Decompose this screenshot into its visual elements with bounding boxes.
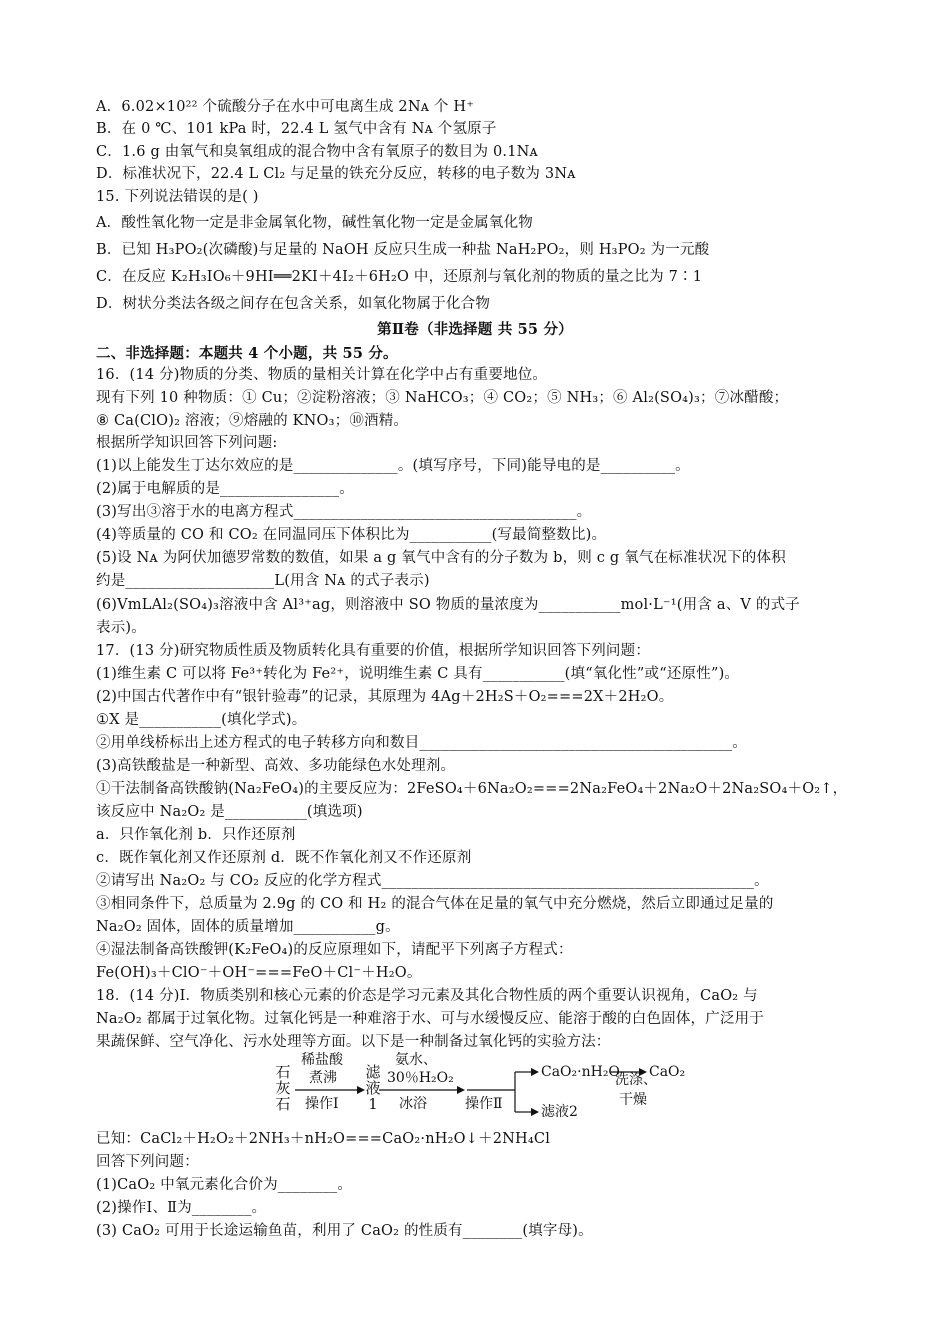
q18-intro-3: 果蔬保鲜、空气净化、污水处理等方面。以下是一种制备过氧化钙的实验方法： xyxy=(96,1034,611,1050)
q17-part3: (3)高铁酸盐是一种新型、高效、多功能绿色水处理剂。 xyxy=(96,758,456,774)
q16-part1: (1)以上能发生丁达尔效应的是______________。(填写序号，下同)能导电的是__________。 xyxy=(96,458,690,474)
option-14c: C．1.6 g 由氧气和臭氧组成的混合物中含有氧原子的数目为 0.1Nᴀ xyxy=(96,144,538,160)
option-15d: D．树状分类法各级之间存在包含关系，如氧化物属于化合物 xyxy=(96,296,491,312)
q17-options-ab: a．只作氧化剂 b．只作还原剂 xyxy=(96,827,296,843)
q18-prompt: 回答下列问题： xyxy=(96,1154,199,1170)
q16-part2: (2)属于电解质的是________________。 xyxy=(96,481,354,497)
q17-part3-1: ①干法制备高铁酸钠(Na₂FeO₄)的主要反应为：2FeSO₄＋6Na₂O₂===2Na₂FeO₄＋2Na₂O＋2Na₂SO₄＋O₂↑， xyxy=(96,781,848,797)
step-dry: 干燥 xyxy=(619,1092,647,1108)
q18-part3: (3) CaO₂ 可用于长途运输鱼苗，利用了 CaO₂ 的性质有________(填字母)。 xyxy=(96,1223,593,1239)
q17-part2: (2)中国古代著作中有“银针验毒”的记录，其原理为 4Ag＋2H₂S＋O₂===2X＋2H₂O。 xyxy=(96,689,674,705)
q16-prompt: 根据所学知识回答下列问题: xyxy=(96,435,278,451)
reagent-hcl: 稀盐酸 xyxy=(301,1052,343,1068)
section-title: 第Ⅱ卷（非选择题 共 55 分） xyxy=(377,321,573,338)
q17-part2-1: ①X 是___________(填化学式)。 xyxy=(96,712,307,728)
q17-part3-4: ④湿法制备高铁酸钾(K₂FeO₄)的反应原理如下，请配平下列离子方程式： xyxy=(96,942,573,958)
reagent-ammonia: 氨水、 xyxy=(395,1052,437,1068)
q16-part3: (3)写出③溶于水的电离方程式______________________________________。 xyxy=(96,504,592,520)
question-17: 17．(13 分)研究物质性质及物质转化具有重要的价值，根据所学知识回答下列问题： xyxy=(96,643,651,659)
process-flow-diagram xyxy=(275,1050,705,1130)
q17-options-cd: c．既作氧化剂又作还原剂 d．既不作氧化剂又不作还原剂 xyxy=(96,850,472,866)
question-16: 16．(14 分)物质的分类、物质的量相关计算在化学中占有重要地位。 xyxy=(96,367,548,383)
filtrate-2: 滤液2 xyxy=(541,1104,578,1120)
product-cao2: CaO₂ xyxy=(649,1064,686,1080)
step-ice-bath: 冰浴 xyxy=(399,1096,427,1112)
option-14d: D．标准状况下，22.4 L Cl₂ 与足量的铁充分反应，转移的电子数为 3Nᴀ xyxy=(96,166,576,182)
q16-part5: (5)设 Nᴀ 为阿伏加德罗常数的数值，如果 a g 氧气中含有的分子数为 b，则 c g 氧气在标准状况下的体积 xyxy=(96,550,786,566)
q16-materials-2: ⑧ Ca(ClO)₂ 溶液；⑨熔融的 KNO₃；⑩酒精。 xyxy=(96,413,409,429)
step-boil: 煮沸 xyxy=(309,1070,337,1086)
option-15a: A．酸性氧化物一定是非金属氧化物，碱性氧化物一定是金属氧化物 xyxy=(96,215,533,231)
start-material: 石灰石 xyxy=(275,1063,291,1113)
filtrate-1: 滤液1 xyxy=(365,1063,381,1113)
operation-2: 操作Ⅱ xyxy=(465,1096,503,1112)
q16-part6: (6)VmLAl₂(SO₄)₃溶液中含 Al³⁺ag，则溶液中 SO 物质的量浓度为___________mol·L⁻¹(用含 a、V 的式子 xyxy=(96,597,800,613)
operation-1: 操作Ⅰ xyxy=(305,1096,339,1112)
q18-part2: (2)操作Ⅰ、Ⅱ为________。 xyxy=(96,1200,267,1216)
q17-part3-3: ③相同条件下，总质量为 2.9g 的 CO 和 H₂ 的混合气体在足量的氧气中充分燃烧，然后立即通过足量的 xyxy=(96,896,774,912)
q18-part1: (1)CaO₂ 中氧元素化合价为________。 xyxy=(96,1177,353,1193)
option-14b: B．在 0 ℃、101 kPa 时，22.4 L 氢气中含有 Nᴀ 个氢原子 xyxy=(96,121,497,137)
option-14a: A．6.02×10²² 个硫酸分子在水中可电离生成 2Nᴀ 个 H⁺ xyxy=(96,99,475,115)
product-hydrate: CaO₂·nH₂O xyxy=(541,1064,620,1080)
q17-equation: Fe(OH)₃＋ClO⁻＋OH⁻===FeO＋Cl⁻＋H₂O。 xyxy=(96,965,422,981)
reagent-h2o2: 30％H₂O₂ xyxy=(387,1070,454,1086)
q17-part3-3-cont: Na₂O₂ 固体，固体的质量增加___________g。 xyxy=(96,919,400,935)
question-18: 18．(14 分)Ⅰ．物质类别和核心元素的价态是学习元素及其化合物性质的两个重要认识视角，CaO₂ 与 xyxy=(96,988,758,1004)
option-15b: B．已知 H₃PO₂(次磷酸)与足量的 NaOH 反应只生成一种盐 NaH₂PO₂，则 H₃PO₂ 为一元酸 xyxy=(96,242,710,258)
q16-part6-cont: 表示)。 xyxy=(96,620,146,636)
option-15c: C．在反应 K₂H₃IO₆＋9HI══2KI＋4I₂＋6H₂O 中，还原剂与氧化剂的物质的量之比为 7∶1 xyxy=(96,269,703,285)
q18-intro-2: Na₂O₂ 都属于过氧化物。过氧化钙是一种难溶于水、可与水缓慢反应、能溶于酸的白色固体，广泛用于 xyxy=(96,1011,765,1027)
q17-part3-1-cont: 该反应中 Na₂O₂ 是___________(填选项) xyxy=(96,804,363,820)
step-wash: 洗涤、 xyxy=(615,1072,657,1088)
section-instructions: 二、非选择题：本题共 4 个小题，共 55 分。 xyxy=(96,345,398,362)
q16-materials-1: 现有下列 10 种物质：① Cu；②淀粉溶液；③ NaHCO₃；④ CO₂；⑤ NH₃；⑥ Al₂(SO₄)₃；⑦冰醋酸； xyxy=(96,390,789,406)
q17-part3-2: ②请写出 Na₂O₂ 与 CO₂ 反应的化学方程式__________________________________________________。 xyxy=(96,873,769,889)
q16-part5-cont: 约是____________________L(用含 Nᴀ 的式子表示) xyxy=(96,573,430,589)
q17-part2-2: ②用单线桥标出上述方程式的电子转移方向和数目__________________________________________。 xyxy=(96,735,747,751)
question-15: 15. 下列说法错误的是( ) xyxy=(96,189,259,205)
q16-part4: (4)等质量的 CO 和 CO₂ 在同温同压下体积比为___________(写最简整数比)。 xyxy=(96,527,607,543)
q17-part1: (1)维生素 C 可以将 Fe³⁺转化为 Fe²⁺，说明维生素 C 具有___________(填“氧化性”或“还原性”)。 xyxy=(96,666,740,682)
q18-given: 已知：CaCl₂＋H₂O₂＋2NH₃＋nH₂O===CaO₂·nH₂O↓＋2NH₄Cl xyxy=(96,1131,551,1147)
